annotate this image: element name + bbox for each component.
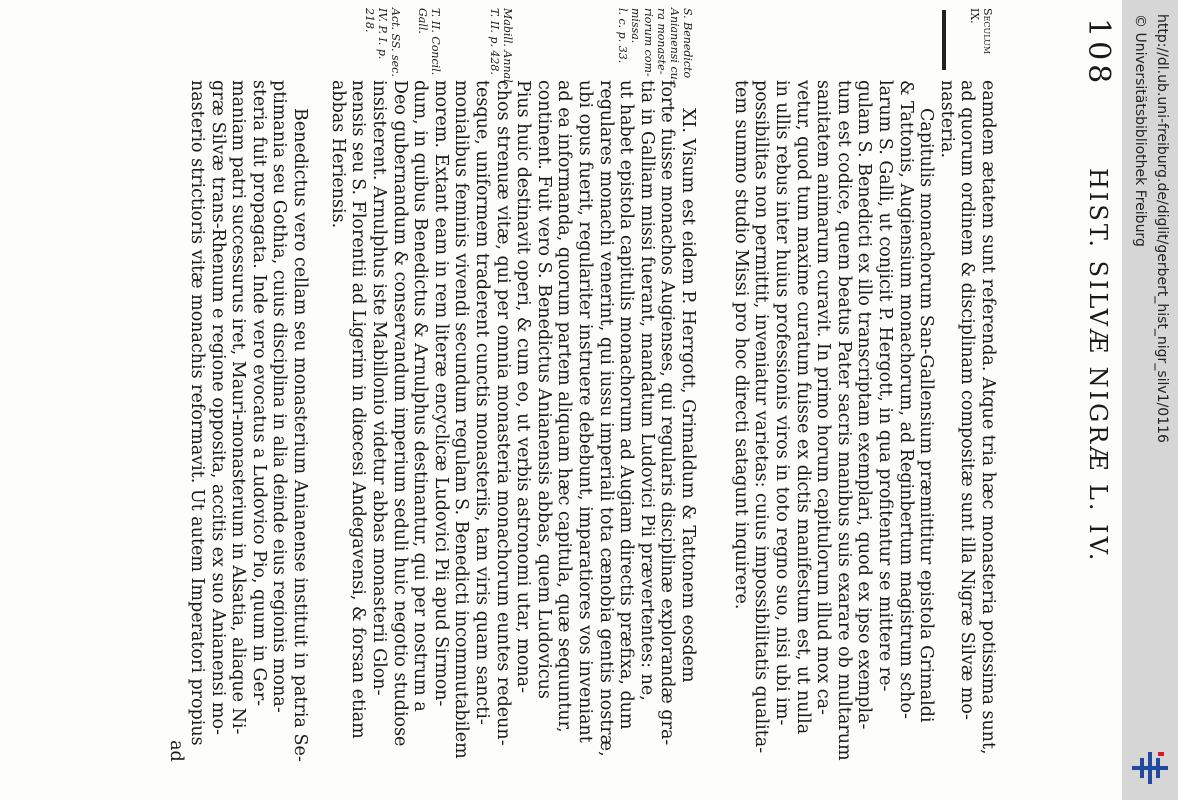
- text-line: maniam patri successurus iret, Mauri-monasterium in Alsatia, aliaque Ni-: [228, 80, 249, 735]
- margin-rule: [942, 10, 946, 70]
- margin-note-line: IX.: [968, 8, 981, 24]
- text-line: ubi opus fuerit, regulariter instruere debebunt, imparatiores vos inveniant: [575, 80, 596, 743]
- text-line: ad quorum ordinem & disciplinam compositæ sunt illa Nigræ Silvæ mo-: [957, 80, 978, 720]
- margin-note-line: Gall.: [416, 8, 429, 34]
- text-line: Capitulis monachorum San-Gallensium præmittitur epistola Grimaldi: [916, 108, 937, 723]
- viewer-sidebar-strip: [1122, 0, 1178, 800]
- margin-note-mabill: [488, 8, 514, 86]
- text-line: tia in Galliam missi fuerant, mandatum Ludovici Pii prævertentes: ne,: [636, 80, 657, 701]
- text-line: XI. Visum est eidem P. Herrgott, Grimaldum & Tattonem eosdem: [678, 108, 698, 683]
- text-line: gulam S. Benedicti ex illo transcriptam exemplari, quod ex ipso exempla-: [854, 80, 875, 730]
- sidebar-text: [1122, 0, 1178, 800]
- text-line: steria fuit propagata. Inde vero evocatus a Ludovico Pio, quum in Ger-: [248, 80, 269, 707]
- text-line: græ Silvæ trans-Rhenum e regione opposita, accitis ex suo Anianensi mo-: [207, 80, 228, 735]
- text-line: tem summo studio Missi pro hoc directi satagunt inquirere.: [730, 80, 751, 610]
- text-line: nasterio strictioris vitæ monachis reformavit. Ut autem Imperatori propius: [187, 80, 208, 746]
- text-column-3: [166, 80, 310, 762]
- margin-note-line: S. Benedicto: [681, 8, 694, 79]
- margin-note-line: T. II. p. 428.: [488, 8, 501, 75]
- text-line: & Tattonis, Augiensium monachorum, ad Reginbertum magistrum scho-: [895, 80, 916, 719]
- text-line: in ullis rebus inter huius professionis viros in toto regno suo, nisi ubi im-: [772, 80, 793, 726]
- text-line: nasteria.: [936, 80, 957, 159]
- margin-note-line: ra monaste-: [655, 8, 668, 75]
- margin-note-line: T. II. Concil.: [429, 8, 442, 76]
- text-line: Deo gubernandum & conservandum imperium seduli huic negotio studiose: [389, 80, 410, 747]
- running-head: HIST. SILVÆ NIGRÆ L. IV.: [1084, 168, 1112, 564]
- text-line: monialibus feminis vivendi secundum regulam S. Benedicti incommutabilem: [451, 80, 472, 759]
- text-line: forte fuisse monachos Augienses, qui regularis disciplinæ explorandæ gra-: [657, 80, 678, 746]
- text-line: regulares monachi venerint, qui iussu imperiali tota cænobia gentis nostræ,: [595, 80, 616, 757]
- text-line: Benedictus vero cellam seu monasterium Anianense instituit in patria Se-: [290, 108, 310, 762]
- text-line: ad: [166, 740, 187, 762]
- margin-note-line: riorum com-: [642, 8, 655, 77]
- text-line: nensis seu S. Florentii ad Ligerim in diœcesi Andegavensi, & forsan etiam: [348, 80, 369, 739]
- margin-note-seculum: [968, 8, 994, 54]
- page-header: [1076, 18, 1116, 788]
- page-number: 108: [1081, 18, 1116, 88]
- text-line: larum S. Galli, ut conjicit P. Hergott, in qua profitentur se mittere re-: [875, 80, 896, 692]
- margin-note-line: 218.: [363, 8, 376, 33]
- margin-note-line: IV. P. I. p.: [376, 8, 389, 60]
- text-line: abbas Heriensis.: [327, 80, 348, 229]
- margin-note-line: Mabill. Annal.: [501, 8, 514, 87]
- text-line: eamdem ætatem sunt referenda. Atque tria hæc monasteria potissima sunt,: [978, 80, 998, 755]
- text-line: continent. Fuit vero S. Benedictus Anianensis abbas, quem Ludovicus: [533, 80, 554, 699]
- source-url-link[interactable]: http://dl.ub.uni-freiburg.de/diglit/gerbert_hist_nigr_silv1/0116: [1154, 14, 1170, 443]
- margin-note-concil: [416, 8, 442, 75]
- text-line: tum est codice, quem beatus Pater sacris manibus suis exarare ob multarum: [833, 80, 854, 761]
- text-line: chos strenuæ vitæ, qui per omnia monasteria monachorum euntes redeun-: [492, 80, 513, 746]
- margin-note-act: [363, 8, 402, 77]
- margin-note-line: l. c. p. 33.: [616, 8, 629, 64]
- ub-freiburg-logo-icon: [1130, 748, 1170, 788]
- text-line: morem. Extant eam in rem literæ encyclicæ Ludovici Pii apud Sirmon-: [430, 80, 451, 707]
- text-column-1: [730, 80, 998, 761]
- margin-note-line: Anianensi cu-: [668, 8, 681, 84]
- text-line: ad ea informanda, quorum partem aliquam hæc capitula, quæ sequuntur,: [554, 80, 575, 733]
- text-line: ut habet epistola capitulis monachorum ad Augiam directis præfixa, dum: [616, 80, 637, 730]
- text-line: tesque, uniformem traderent cunctis monasteriis, tam viris quam sancti-: [472, 80, 493, 725]
- text-line: insisterent. Arnulphus iste Mabillonio videtur abbas monasterii Glon-: [369, 80, 390, 696]
- copyright-text: © Universitätsbibliothek Freiburg: [1132, 14, 1148, 247]
- text-line: vetur, quod tum maxime curatum fuisse ex dictis manifestum est, ut nulla: [792, 80, 813, 735]
- margin-note-line: Act. SS. sec.: [389, 8, 402, 77]
- margin-note-line: missa.: [629, 8, 642, 44]
- text-line: possibilitas non permittit, inveniatur varietas: cuius impossibilitatis qualita-: [751, 80, 772, 754]
- margin-note-benedicto: [616, 8, 694, 83]
- text-line: sanitatem animarum curavit. In primo horum capitulorum illud mox ca-: [813, 80, 834, 715]
- text-line: dum, in quibus Benedictus & Arnulphus destinantur, qui per nostrum a: [410, 80, 431, 712]
- text-column-2: [327, 80, 698, 759]
- margin-note-line: Seculum: [981, 8, 994, 55]
- text-line: ptimania seu Gothia, cuius disciplina in alia deinde eius regionis mona-: [269, 80, 290, 713]
- text-line: Pius huic destinavit operi, & cum eo, ut verbis astronomi utar, mona-: [513, 80, 534, 693]
